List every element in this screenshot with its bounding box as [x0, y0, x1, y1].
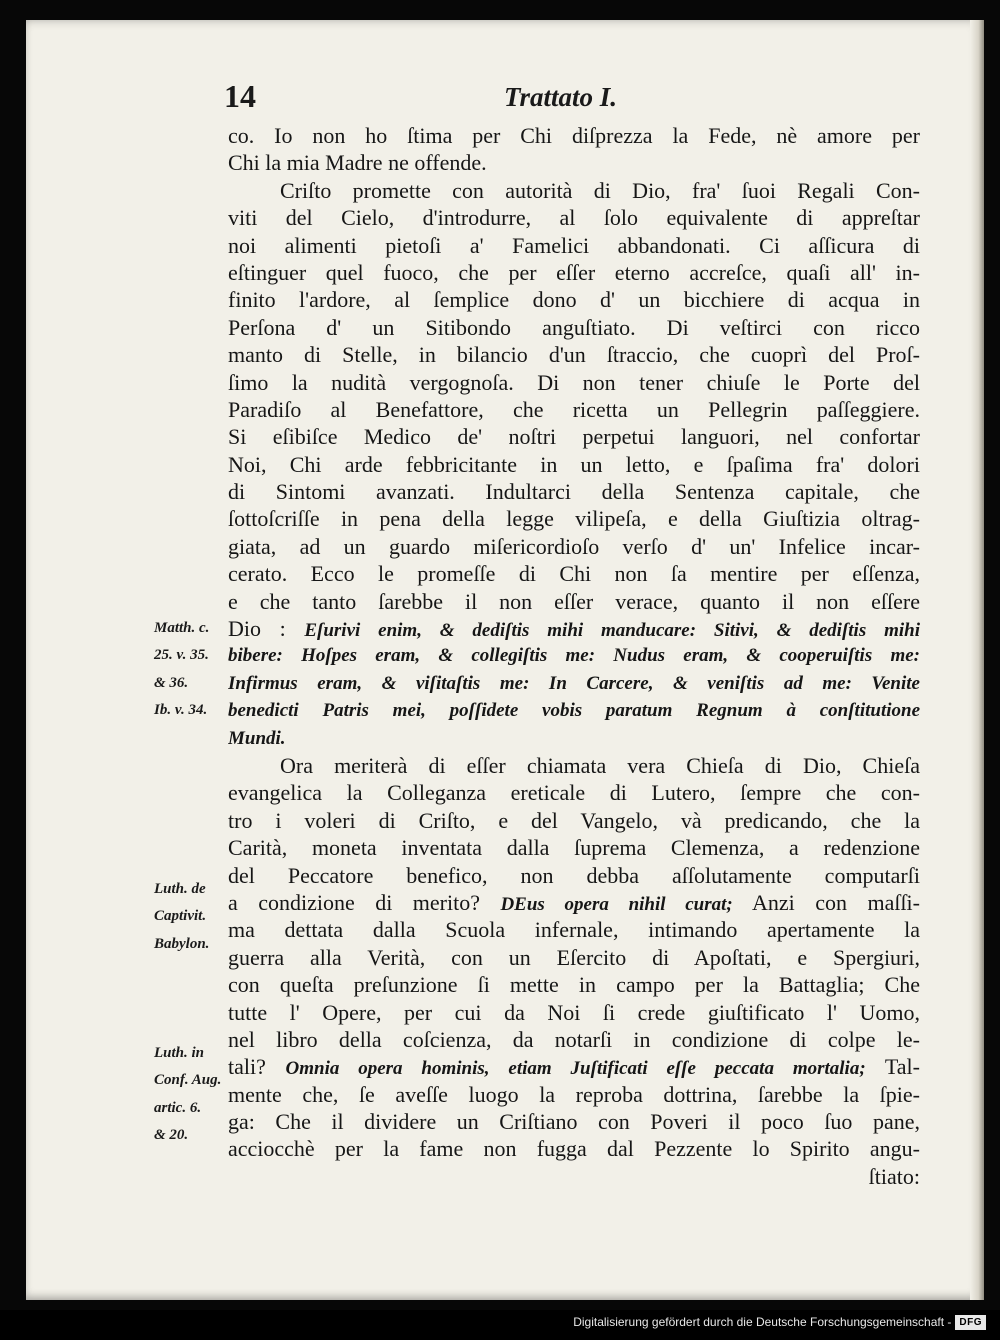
margin-note-line: Babylon. — [154, 935, 210, 952]
text-roman: a condizione di merito? — [228, 889, 501, 915]
catchword: ſtiato: — [868, 1163, 920, 1189]
page-header — [26, 78, 984, 118]
margin-note-line: Luth. de — [154, 881, 206, 897]
margin-note-matthew — [154, 615, 234, 725]
text-line: tro i voleri di Criſto, e del Vangelo, và predicando, che la — [228, 807, 920, 833]
latin-quote-line: Mundi. — [228, 727, 286, 749]
text-line: Ora meriterà di eſſer chiamata vera Chieſa di Dio, Chieſa — [280, 752, 920, 778]
text-line: eſtinguer quel fuoco, che per eſſer eterno accreſce, quaſi all' in- — [228, 259, 920, 285]
margin-note-line: 25. v. 35. — [154, 647, 209, 664]
text-line: noi alimenti pietoſi a' Famelici abbandonati. Ci aſſicura di — [228, 232, 920, 258]
text-line: mente che, ſe aveſſe luogo la reproba dottrina, ſarebbe la ſpie- — [228, 1081, 920, 1107]
text-line: giata, ad un guardo miſericordioſo verſo d' un' Infelice incar- — [228, 533, 920, 559]
margin-note-luther-babylon — [154, 876, 234, 958]
latin-quote-roman: Dio : — [228, 616, 305, 642]
text-line: ma dettata dalla Scuola infernale, intimando apertamente la — [228, 917, 920, 943]
margin-note-line: & 20. — [154, 1127, 189, 1144]
running-head: Trattato I. — [504, 82, 618, 112]
main-text — [228, 122, 920, 1190]
margin-note-luther-augsburg — [154, 1040, 234, 1150]
latin-quote-italic: Omnia opera hominis, etiam Juſtificati eſſe peccata mortalia; — [285, 1058, 866, 1080]
text-line: Noi, Chi arde febbricitante in un letto, e ſpaſima fra' dolori — [228, 451, 920, 477]
latin-quote-italic: Eſurivi enim, & dediſtis mihi manducare: Sitivi, & dediſtis mihi — [304, 620, 920, 642]
text-line: Paradiſo al Benefattore, che ricetta un Pellegrin paſſeggiere. — [228, 396, 920, 422]
latin-quote-line: benedicti Patris mei, poſſidete vobis paratum Regnum à conſtitutione — [228, 700, 920, 722]
mixed-text-line — [228, 889, 920, 916]
text-line: evangelica la Colleganza ereticale di Lutero, ſempre che con- — [228, 780, 920, 806]
text-line: di Sintomi avanzati. Indultarci della Sentenza capitale, che — [228, 479, 920, 505]
text-roman: tali? — [228, 1054, 286, 1080]
text-line: Perſona d' un Sitibondo anguſtiato. Di veſtirci con ricco — [228, 314, 920, 340]
text-line: e che tanto ſarebbe il non eſſer verace, quanto il non eſſere — [228, 588, 920, 614]
text-line: con queſta preſunzione ſi mette in campo per la Battaglia; Che — [228, 972, 920, 998]
text-line: viti del Cielo, d'introdurre, al ſolo equivalente di appreſtar — [228, 205, 920, 231]
margin-note-line: Conf. Aug. — [154, 1072, 222, 1089]
text-line: ſottoſcriſſe in pena della legge vilipeſa, e della Giuſtizia oltrag- — [228, 506, 920, 532]
margin-note-line: Matth. c. — [154, 620, 210, 636]
text-line: cerato. Ecco le promeſſe di Chi non ſa mentire per eſſenza, — [228, 561, 920, 587]
text-line: ga: Che il dividere un Criſtiano con Poveri il poco ſuo pane, — [228, 1109, 920, 1135]
text-line: acciocchè per la fame non fugga dal Pezzente lo Spirito angu- — [228, 1136, 920, 1162]
margin-note-line: Captivit. — [154, 908, 207, 925]
text-roman: Anzi con maſſi- — [732, 889, 920, 915]
margin-note-line: Ib. v. 34. — [154, 702, 208, 719]
text-line: del Peccatore benefico, non debba aſſolutamente computarſi — [228, 862, 920, 888]
text-line: Carità, moneta inventata dalla ſuprema Clemenza, a redenzione — [228, 835, 920, 861]
text-line: guerra alla Verità, con un Eſercito di Apoſtati, e Spergiuri, — [228, 944, 920, 970]
text-line: co. Io non ho ſtima per Chi diſprezza la Fede, nè amore per — [228, 123, 920, 148]
text-roman: Tal- — [865, 1054, 920, 1080]
mixed-text-line — [228, 1053, 920, 1080]
latin-quote-line — [228, 615, 920, 642]
text-line: Si eſibiſce Medico de' noſtri perpetui languori, nel confortar — [228, 424, 920, 450]
text-line: Criſto promette con autorità di Dio, fra' ſuoi Regali Con- — [280, 177, 920, 203]
latin-quote-italic: DEus opera nihil curat; — [500, 893, 733, 915]
funding-credit: Digitalisierung gefördert durch die Deutsche Forschungsgemeinschaft - — [573, 1315, 952, 1329]
book-page — [26, 20, 984, 1300]
text-line: manto di Stelle, in bilancio d'un ſtraccio, che cuoprì del Proſ- — [228, 342, 920, 368]
text-line: tutte l' Opere, per cui da Noi ſi crede giuſtificato l' Uomo, — [228, 999, 920, 1025]
text-line: Chi la mia Madre ne offende. — [228, 150, 487, 176]
margin-note-line: & 36. — [154, 674, 189, 691]
text-line: ſimo la nudità vergognoſa. Di non tener chiuſe le Porte del — [228, 369, 920, 395]
latin-quote-line: bibere: Hoſpes eram, & collegiſtis me: Nudus eram, & cooperuiſtis me: — [228, 645, 920, 667]
digitization-footer — [573, 1313, 986, 1331]
page-edge-shadow — [970, 20, 984, 1300]
margin-note-line: Luth. in — [154, 1045, 205, 1061]
margin-note-line: artic. 6. — [154, 1099, 202, 1116]
latin-quote-line: Infirmus eram, & viſitaſtis me: In Carcere, & veniſtis ad me: Venite — [228, 672, 920, 694]
dfg-logo-icon: DFG — [955, 1315, 986, 1330]
page-number: 14 — [224, 78, 256, 114]
text-line: nel libro della coſcienza, da notarſi in condizione di colpe le- — [228, 1026, 920, 1052]
text-line: finito l'ardore, al ſemplice dono d' un bicchiere di acqua in — [228, 287, 920, 313]
